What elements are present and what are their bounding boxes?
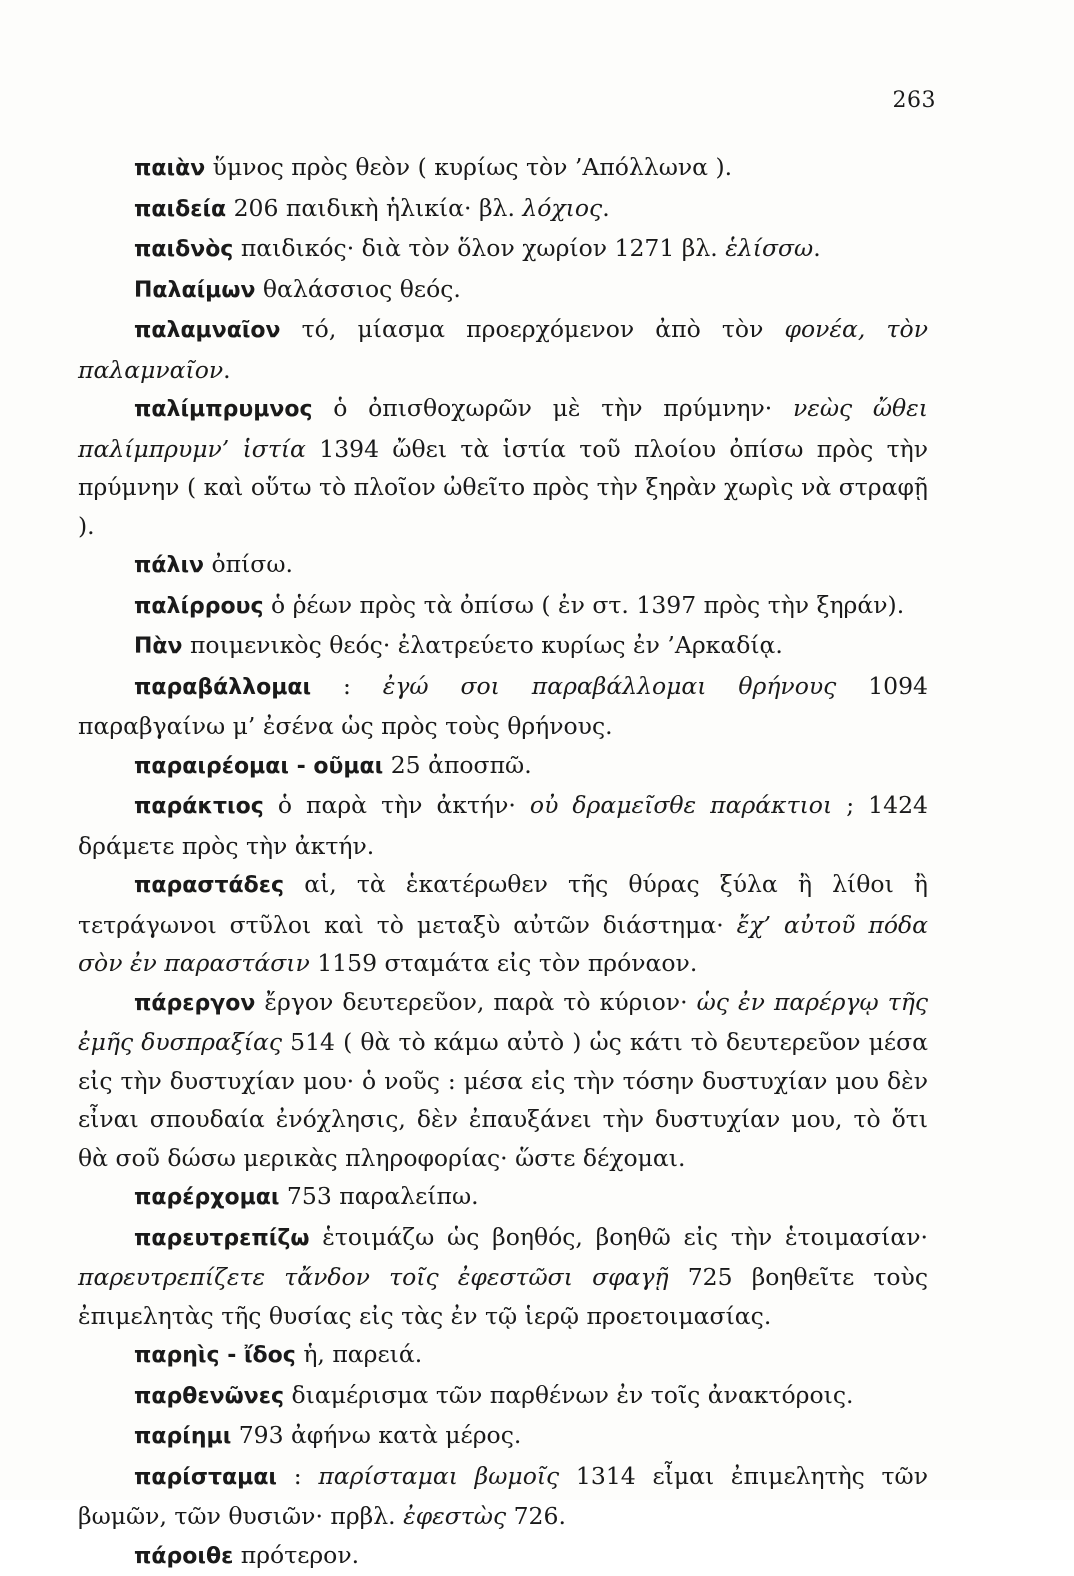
entry-definition: ὁ ῥέων πρὸς τὰ ὀπίσω ( ἐν στ. 1397 πρὸς τὴν ξηράν). [264,591,905,619]
entry-headword: παρθενῶνες [134,1384,284,1409]
entry-definition: ἑτοιμάζω ὡς βοηθός, βοηθῶ εἰς τὴν ἑτοιμασίαν· [310,1223,929,1251]
glossary-entry [78,626,928,667]
glossary-entry [78,229,928,270]
entry-definition: ὁ ὀπισθοχωρῶν μὲ τὴν πρύμνην· [313,394,793,422]
entry-quotation: νεὼς ὤθει παλίμπρυμν’ ἱστία [78,394,928,463]
entry-definition: ὕμνος πρὸς θεὸν ( κυρίως τὸν ’Απόλλωνα ). [205,153,732,181]
glossary-entry [78,586,928,627]
entry-quotation: φονέα, τὸν παλαμναῖον [78,315,928,384]
entry-definition: . [813,234,820,262]
glossary-entries [78,148,928,1576]
entry-definition: ὁ παρὰ τὴν ἀκτήν· [264,791,530,819]
entry-definition: 206 παιδικὴ ἡλικία· βλ. [226,194,522,222]
glossary-entry [78,746,928,787]
entry-quotation: παρίσταμαι βωμοῖς [318,1462,559,1490]
glossary-entry [78,389,928,545]
glossary-entry [78,310,928,389]
entry-headword: πάλιν [134,553,204,578]
entry-definition: ποιμενικὸς θεός· ἐλατρεύετο κυρίως ἐν ’Αρκαδίᾳ. [183,631,783,659]
entry-definition: 1094 παραβγαίνω μ’ ἐσένα ὡς πρὸς τοὺς θρήνους. [78,672,928,741]
entry-headword: παλίμπρυμνος [134,397,313,422]
entry-headword: Παλαίμων [134,278,255,303]
entry-headword: παρηὶς - ἴδος [134,1343,296,1368]
entry-definition: 725 βοηθεῖτε τοὺς ἐπιμελητὰς τῆς θυσίας εἰς τὰς ἐν τῷ ἱερῷ προετοιμασίας. [78,1263,928,1330]
entry-quotation: ὡς ἐν παρέργῳ τῆς ἐμῆς δυσπραξίας [78,988,928,1057]
glossary-entry [78,1218,928,1336]
entry-definition: πρότερον. [233,1541,359,1569]
entry-definition: παιδικός· διὰ τὸν ὅλον χωρίον 1271 βλ. [233,234,725,262]
entry-headword: πάροιθε [134,1544,233,1569]
entry-definition: : [311,672,383,700]
entry-quotation: ἔχ’ αὐτοῦ πόδα σὸν ἐν παραστάσιν [78,911,928,978]
entry-definition: : [277,1462,318,1490]
glossary-entry [78,667,928,746]
glossary-entry [78,270,928,311]
glossary-entry [78,1177,928,1218]
glossary-entry [78,865,928,983]
page-number: 263 [893,88,937,113]
glossary-entry [78,545,928,586]
entry-headword: παραβάλλομαι [134,675,311,700]
entry-definition: 514 ( θὰ τὸ κάμω αὐτὸ ) ὡς κάτι τὸ δευτερεῦον μέσα εἰς τὴν δυστυχίαν μου· ὁ νοῦς : μέσα εἰς τὴν τόσην δυστυχίαν μου δὲν εἶναι σπουδαία ἐνόχλησις, δὲν ἐπαυξάνει τὴν δυστυχίαν μου, τὸ ὅτι θὰ σοῦ δώσω μερικὰς πληροφορίας· ὥστε δέχομαι. [78,1028,928,1172]
entry-definition: 25 ἀποσπῶ. [383,751,531,779]
glossary-entry [78,1416,928,1457]
entry-headword: Πὰν [134,634,183,659]
entry-headword: παράκτιος [134,794,264,819]
glossary-entry [78,148,928,189]
entry-headword: παλίρρους [134,594,264,619]
entry-definition: διαμέρισμα τῶν παρθένων ἐν τοῖς ἀνακτόροις. [284,1381,853,1409]
entry-headword: παιδνὸς [134,237,233,262]
entry-definition: 753 παραλείπω. [279,1182,478,1210]
entry-headword: παλαμναῖον [134,318,281,343]
entry-definition: . [602,194,609,222]
entry-headword: παιδεία [134,197,226,222]
entry-definition: τό, μίασμα προερχόμενον ἀπὸ τὸν [281,315,785,343]
entry-definition: ἡ, παρειά. [296,1340,422,1368]
entry-headword: παρευτρεπίζω [134,1226,310,1251]
entry-quotation: ἑλίσσω [725,234,813,262]
entry-quotation: λόχιος [522,194,602,222]
entry-headword: πάρεργον [134,991,255,1016]
entry-quotation: ἐγώ σοι παραβάλλομαι θρήνους [383,672,837,700]
entry-quotation: ἐφεστὼς [403,1502,506,1530]
entry-definition: θαλάσσιος θεός. [255,275,460,303]
entry-definition: ἔργον δευτερεῦον, παρὰ τὸ κύριον· [255,988,696,1016]
glossary-entry [78,1335,928,1376]
entry-headword: παραιρέομαι - οῦμαι [134,754,383,779]
entry-definition: 1314 εἶμαι ἐπιμελητὴς τῶν βωμῶν, τῶν θυσιῶν· πρβλ. [78,1462,928,1531]
entry-definition: 793 ἀφήνω κατὰ μέρος. [231,1421,521,1449]
entry-headword: παραστάδες [134,873,284,898]
entry-quotation: οὐ δραμεῖσθε παράκτιοι [530,791,832,819]
entry-definition: ; 1424 δράμετε πρὸς τὴν ἀκτήν. [78,791,928,860]
glossary-entry [78,983,928,1178]
glossary-entry [78,1536,928,1576]
entry-definition: 1394 ὤθει τὰ ἱστία τοῦ πλοίου ὀπίσω πρὸς τὴν πρύμνην ( καὶ οὕτω τὸ πλοῖον ὠθεῖτο πρὸς τὴν ξηρὰν χωρὶς νὰ στραφῇ ). [78,435,928,540]
entry-headword: παιὰν [134,156,205,181]
entry-quotation: παρευτρεπίζετε τἄνδον τοῖς ἐφεστῶσι σφαγῇ [78,1263,669,1291]
glossary-entry [78,1376,928,1417]
entry-headword: παρίσταμαι [134,1465,277,1490]
entry-definition: αἱ, τὰ ἑκατέρωθεν τῆς θύρας ξύλα ἢ λίθοι ἢ τετράγωνοι στῦλοι καὶ τὸ μεταξὺ αὐτῶν διάστημα· [78,870,928,939]
entry-headword: παρίημι [134,1424,231,1449]
entry-definition: . [223,356,230,384]
entry-definition: 726. [506,1502,566,1530]
glossary-entry [78,1457,928,1536]
entry-definition: ὀπίσω. [204,550,293,578]
entry-definition: 1159 σταμάτα εἰς τὸν πρόναον. [310,949,698,977]
glossary-entry [78,189,928,230]
entry-headword: παρέρχομαι [134,1185,279,1210]
glossary-entry [78,786,928,865]
